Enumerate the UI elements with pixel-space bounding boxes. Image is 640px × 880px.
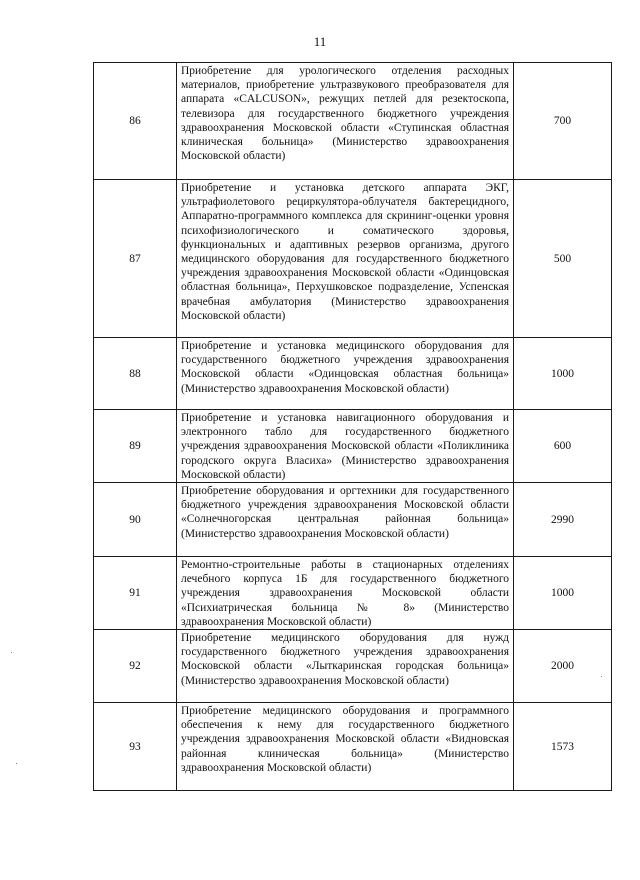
table-row (94, 410, 612, 483)
row-number: 92 (94, 630, 177, 703)
row-amount: 700 (514, 63, 612, 180)
row-number: 90 (94, 483, 177, 557)
row-amount: 600 (514, 410, 612, 483)
row-number: 93 (94, 703, 177, 791)
table-row (94, 63, 612, 180)
row-number: 87 (94, 180, 177, 338)
row-amount: 1573 (514, 703, 612, 791)
table-row (94, 483, 612, 557)
row-number: 88 (94, 338, 177, 410)
page-number: 11 (313, 34, 327, 49)
scan-speck (16, 763, 17, 764)
row-description: Приобретение и установка медицинского оборудования для государственного бюджетного учреждения здравоохранения Московской области «Одинцовская областная больница» (Министерство здравоохранения Московской области) (177, 338, 514, 410)
row-description: Ремонтно-строительные работы в стационарных отделениях лечебного корпуса 1Б для государственного бюджетного учреждения здравоохранения Московской области «Психиатрическая больница № 8» (Министерство здравоохранения Московской области) (177, 557, 514, 630)
table-row (94, 557, 612, 630)
row-description: Приобретение и установка детского аппарата ЭКГ, ультрафиолетового рециркулятора-облучателя бактерецидного, Аппаратно-программного комплекса для скрининг-оценки уровня психофизиологического и соматического здоровья, функциональных и адаптивных резервов организма, другого медицинского оборудования для государственного бюджетного учреждения здравоохранения Московской области «Одинцовская областная больница», Перхушковское подразделение, Успенская врачебная амбулатория (Министерство здравоохранения Московской области) (177, 180, 514, 338)
table-row (94, 703, 612, 791)
row-description: Приобретение и установка навигационного оборудования и электронного табло для государственного бюджетного учреждения здравоохранения Московской области «Поликлиника городского округа Власиха» (Министерство здравоохранения Московской области) (177, 410, 514, 483)
row-number: 86 (94, 63, 177, 180)
row-description: Приобретение медицинского оборудования и программного обеспечения к нему для государственного бюджетного учреждения здравоохранения Московской области «Видновская районная клиническая больница» (Министерство здравоохранения Московской области) (177, 703, 514, 791)
row-amount: 1000 (514, 338, 612, 410)
row-description: Приобретение медицинского оборудования для нужд государственного бюджетного учреждения здравоохранения Московской области «Лыткаринская городская больница» (Министерство здравоохранения Московской области) (177, 630, 514, 703)
row-number: 89 (94, 410, 177, 483)
table-row (94, 180, 612, 338)
row-amount: 2000 (514, 630, 612, 703)
row-amount: 1000 (514, 557, 612, 630)
row-amount: 2990 (514, 483, 612, 557)
scan-speck (601, 676, 602, 677)
row-amount: 500 (514, 180, 612, 338)
row-description: Приобретение для урологического отделения расходных материалов, приобретение ультразвукового преобразователя для аппарата «CALCUSON», режущих петлей для резектоскопа, телевизора для государственного бюджетного учреждения здравоохранения Московской области «Ступинская областная клиническая больница» (Министерство здравоохранения Московской области) (177, 63, 514, 180)
funding-table (93, 62, 612, 791)
scan-speck (11, 652, 12, 653)
row-number: 91 (94, 557, 177, 630)
table-row (94, 630, 612, 703)
row-description: Приобретение оборудования и оргтехники для государственного бюджетного учреждения здравоохранения Московской области «Солнечногорская центральная районная больница» (Министерство здравоохранения Московской области) (177, 483, 514, 557)
table-row (94, 338, 612, 410)
